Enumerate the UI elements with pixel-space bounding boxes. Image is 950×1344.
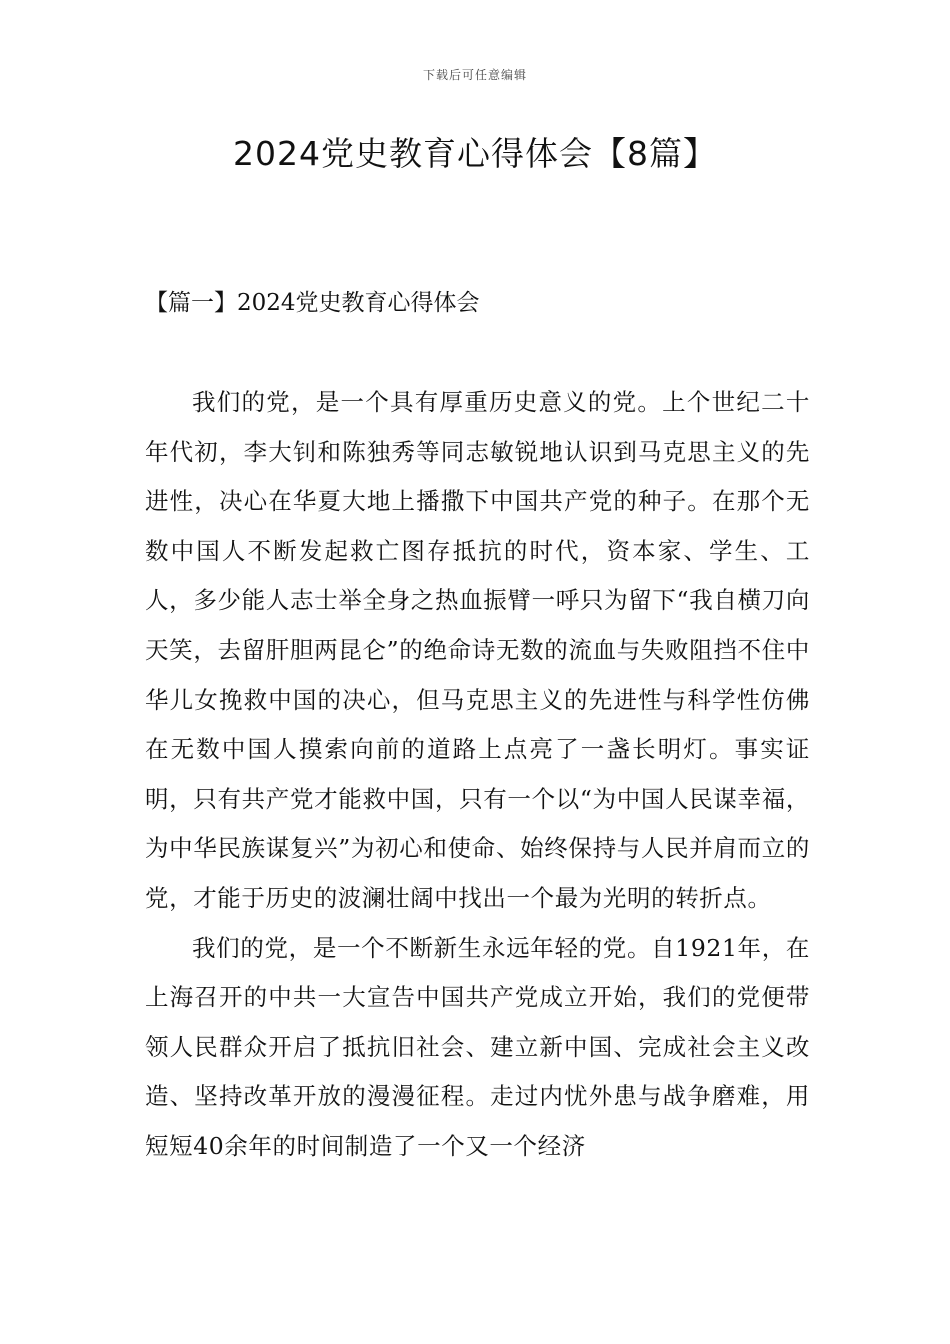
paragraph-2: 我们的党，是一个不断新生永远年轻的党。自1921年，在上海召开的中共一大宣告中国共产党成立开始，我们的党便带领人民群众开启了抵抗旧社会、建立新中国、完成社会主义改造、坚持改革开放的漫漫征程。走过内忧外患与战争磨难，用短短40余年的时间制造了一个又一个经济 — [145, 933, 810, 1160]
section-heading: 【篇一】2024党史教育心得体会 — [145, 290, 480, 316]
header-note: 下载后可任意编辑 — [422, 68, 527, 82]
body-text — [145, 378, 810, 1172]
document-title: 2024党史教育心得体会【8篇】 — [233, 134, 717, 173]
paragraph-1: 我们的党，是一个具有厚重历史意义的党。上个世纪二十年代初，李大钊和陈独秀等同志敏锐地认识到马克思主义的先进性，决心在华夏大地上播撒下中国共产党的种子。在那个无数中国人不断发起救亡图存抵抗的时代，资本家、学生、工人，多少能人志士举全身之热血振臂一呼只为留下“我自横刀向天笑，去留肝胆两昆仑”的绝命诗无数的流血与失败阻挡不住中华儿女挽救中国的决心，但马克思主义的先进性与科学性仿佛在无数中国人摸索向前的道路上点亮了一盏长明灯。事实证明，只有共产党才能救中国，只有一个以“为中国人民谋幸福，为中华民族谋复兴”为初心和使命、始终保持与人民并肩而立的党，才能于历史的波澜壮阔中找出一个最为光明的转折点。 — [145, 388, 810, 912]
